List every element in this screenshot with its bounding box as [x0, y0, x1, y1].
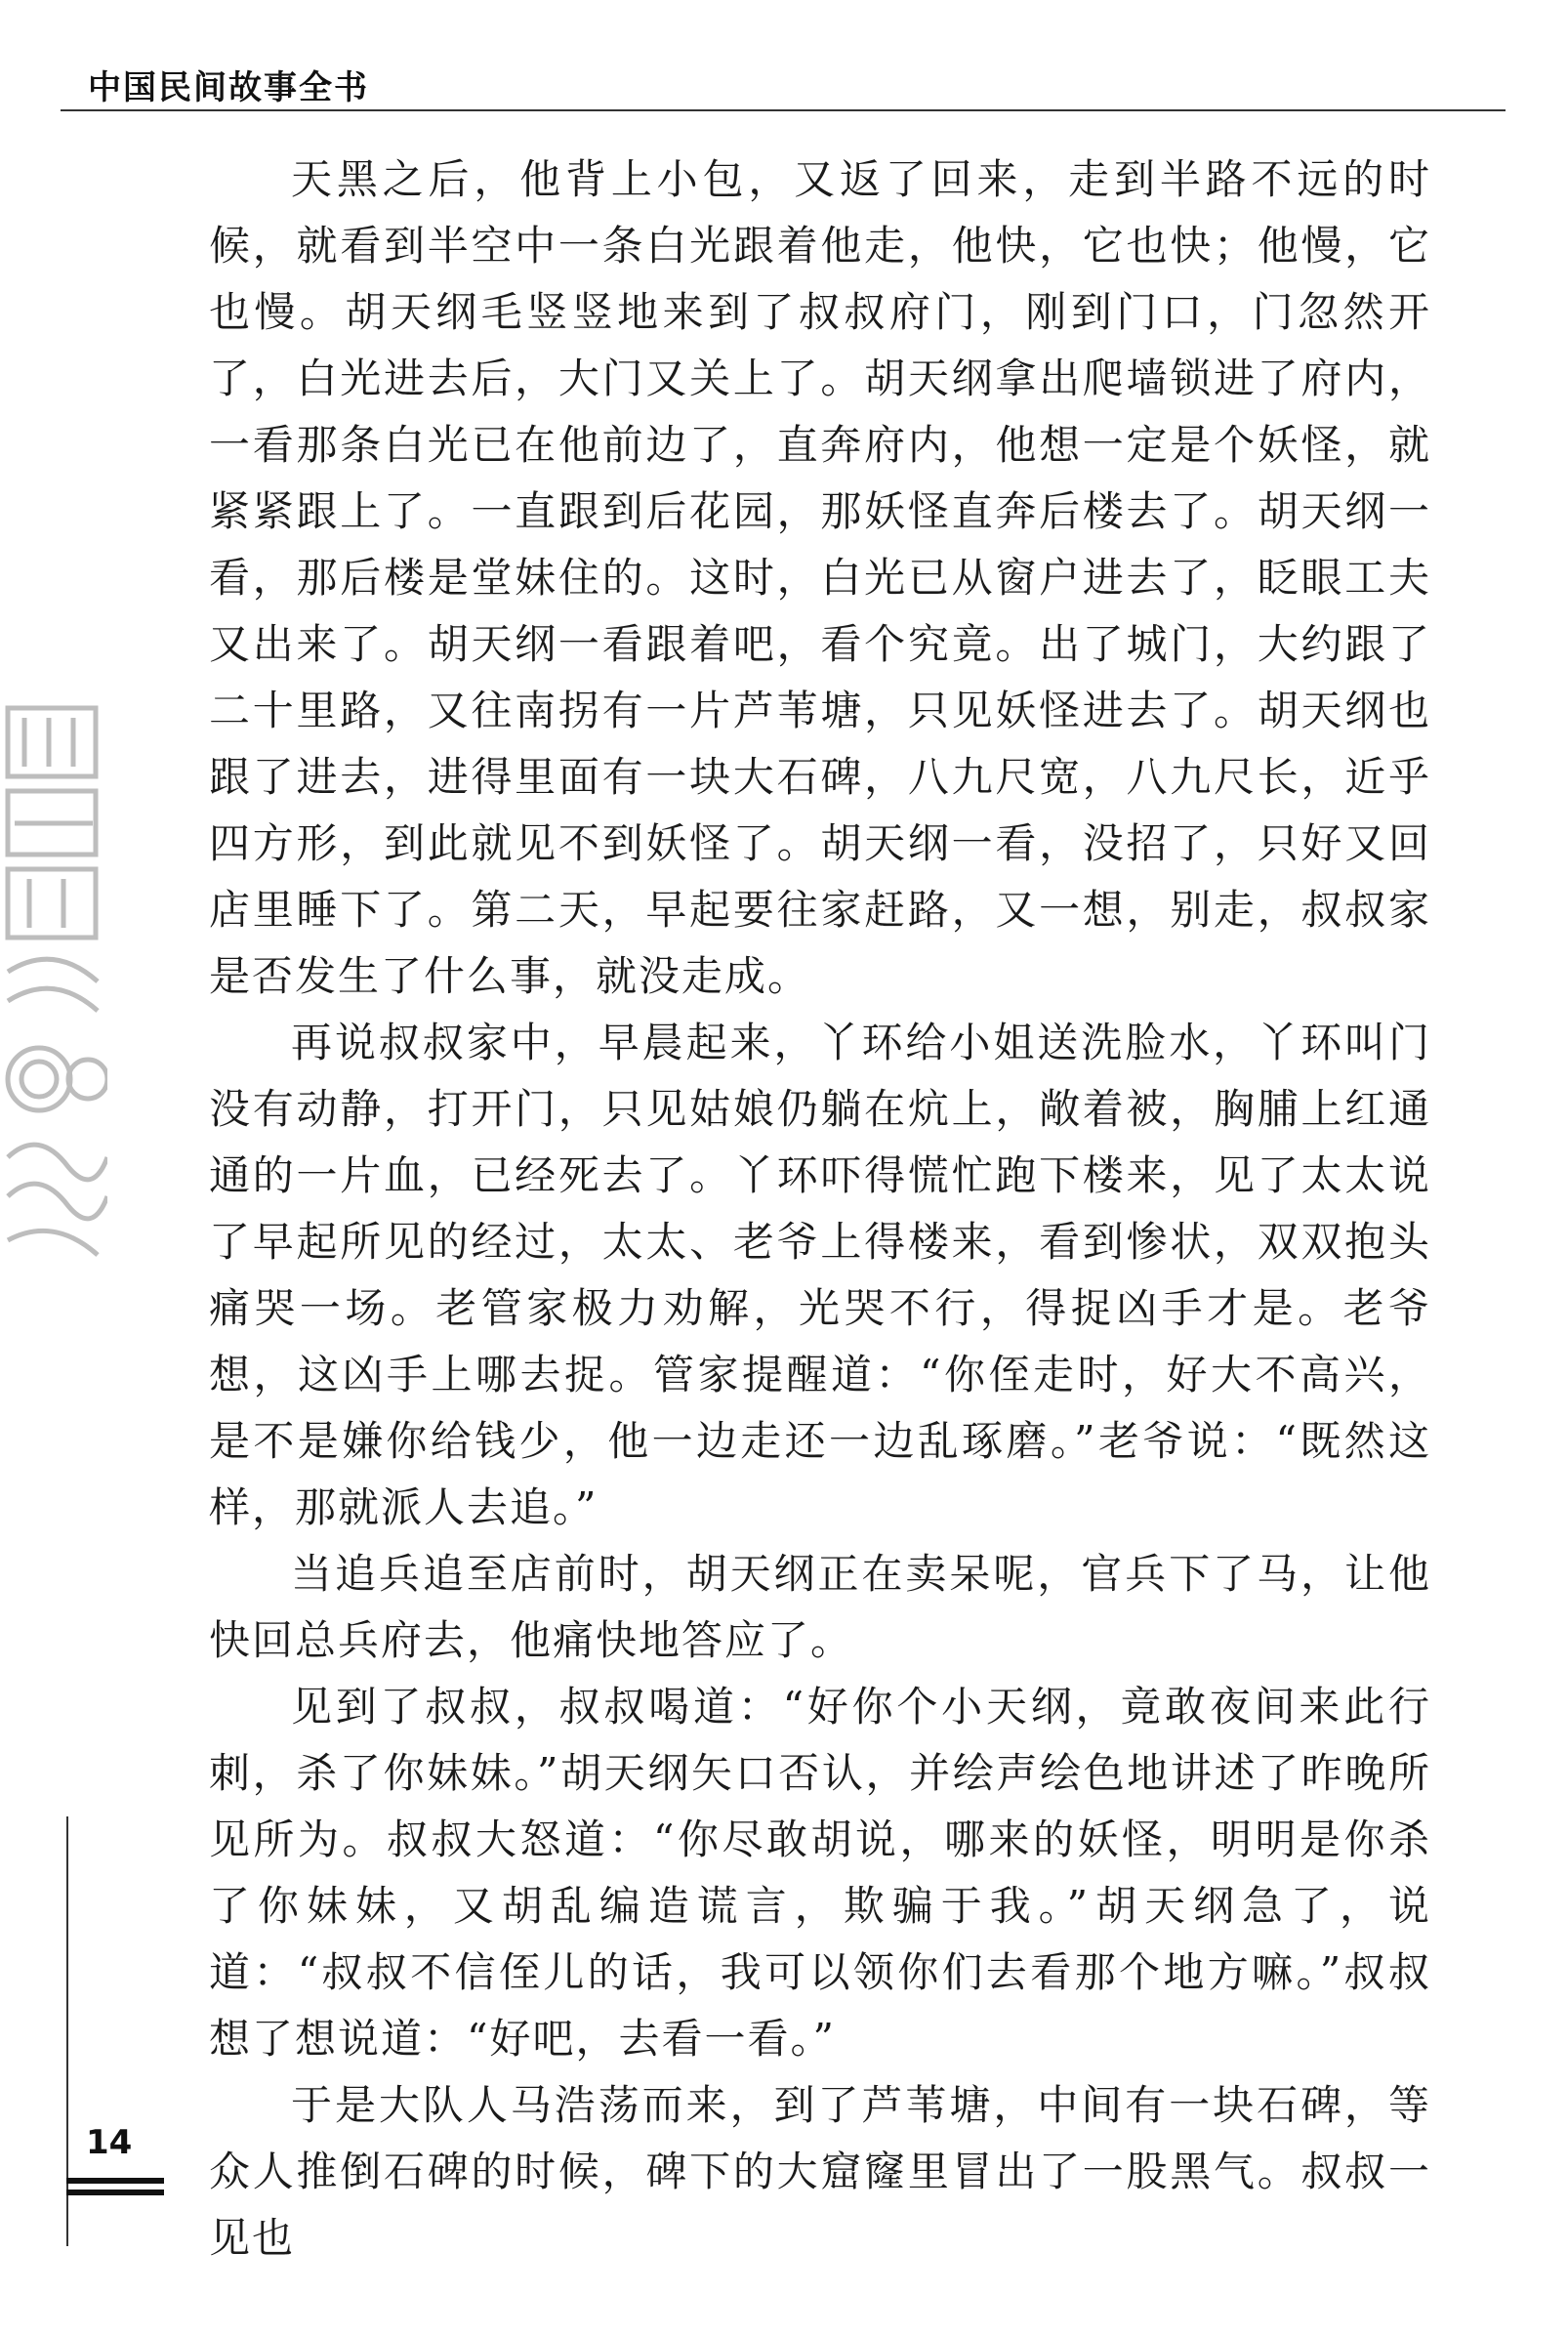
bar [66, 2178, 164, 2184]
page-number-bars [66, 2178, 164, 2201]
body-text [209, 146, 1431, 2272]
paragraph: 于是大队人马浩荡而来，到了芦苇塘，中间有一块石碑，等众人推倒石碑的时候，碑下的大窟窿里冒出了一股黑气。叔叔一见也 [209, 2081, 1431, 2262]
paragraph: 天黑之后，他背上小包，又返了回来，走到半路不远的时候，就看到半空中一条白光跟着他走，他快，它也快；他慢，它也慢。胡天纲毛竖竖地来到了叔叔府门，刚到门口，门忽然开了，白光进去后，大门又关上了。胡天纲拿出爬墙锁进了府内，一看那条白光已在他前边了，直奔府内，他想一定是个妖怪，就紧紧跟上了。一直跟到后花园，那妖怪直奔后楼去了。胡天纲一看，那后楼是堂妹住的。这时，白光已从窗户进去了，眨眼工夫又出来了。胡天纲一看跟着吧，看个究竟。出了城门，大约跟了二十里路，又往南拐有一片芦苇塘，只见妖怪进去了。胡天纲也跟了进去，进得里面有一块大石碑，八九尺宽，八九尺长，近乎四方形，到此就见不到妖怪了。胡天纲一看，没招了，只好又回店里睡下了。第二天，早起要往家赶路，又一想，别走，叔叔家是否发生了什么事，就没走成。 [209, 155, 1431, 1000]
page-number: 14 [86, 2123, 133, 2162]
header-rule [61, 109, 1506, 111]
bar [66, 2190, 164, 2195]
book-title: 中国民间故事全书 [88, 68, 369, 107]
paragraph: 再说叔叔家中，早晨起来，丫环给小姐送洗脸水，丫环叫门没有动静，打开门，只见姑娘仍躺在炕上，敞着被，胸脯上红通通的一片血，已经死去了。丫环吓得慌忙跑下楼来，见了太太说了早起所见的经过，太太、老爷上得楼来，看到惨状，双双抱头痛哭一场。老管家极力劝解，光哭不行，得捉凶手才是。老爷想，这凶手上哪去捉。管家提醒道：“你侄走时，好大不高兴，是不是嫌你给钱少，他一边走还一边乱琢磨。”老爷说：“既然这样，那就派人去追。” [209, 1019, 1431, 1531]
paragraph: 见到了叔叔，叔叔喝道：“好你个小天纲，竟敢夜间来此行刺，杀了你妹妹。”胡天纲矢口否认，并绘声绘色地讲述了昨晚所见所为。叔叔大怒道：“你尽敢胡说，哪来的妖怪，明明是你杀了你妹妹，又胡乱编造谎言，欺骗于我。”胡天纲急了，说道：“叔叔不信侄儿的话，我可以领你们去看那个地方嘛。”叔叔想了想说道：“好吧，去看一看。” [209, 1683, 1431, 2063]
paragraph: 当追兵追至店前时，胡天纲正在卖呆呢，官兵下了马，让他快回总兵府去，他痛快地答应了。 [209, 1550, 1431, 1664]
side-decoration-image [0, 698, 107, 1284]
